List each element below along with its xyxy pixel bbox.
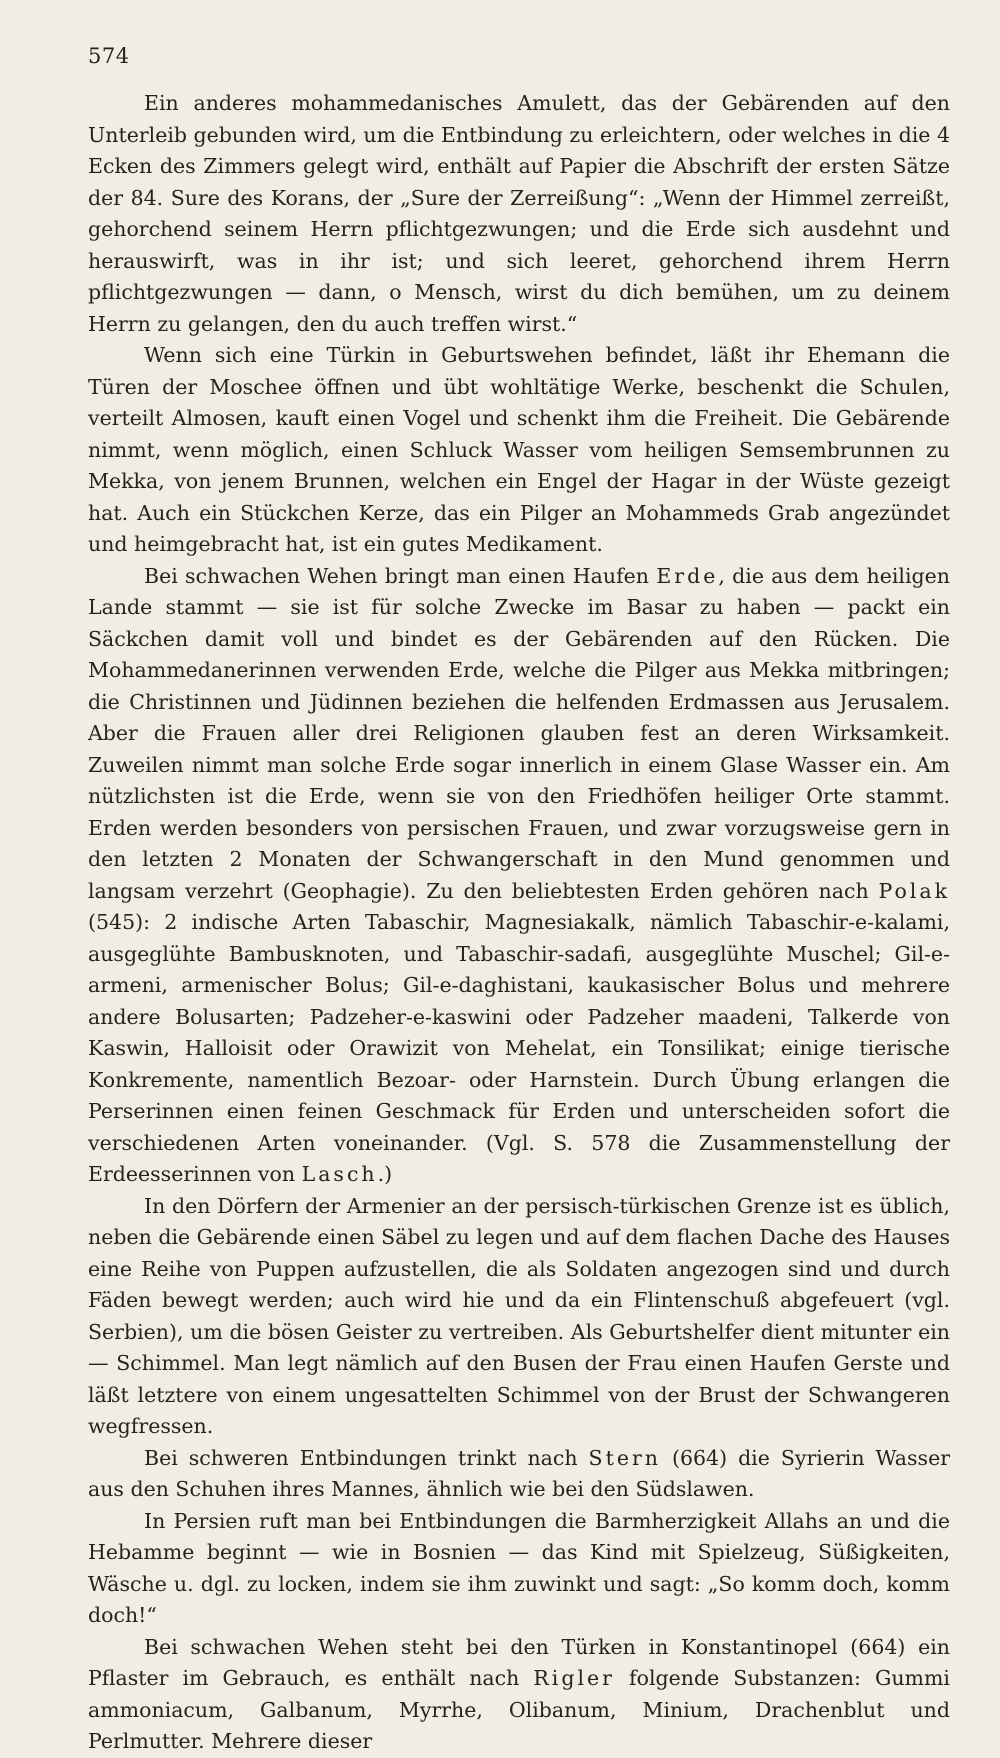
text-run: Ein anderes mohammedanisches Amulett, das der Gebärenden auf den Unterleib gebunden wird, um die Entbindung zu erleichtern, oder welches in die 4 Ecken des Zimmers gelegt wird, enthält auf Papier die Abschrift der ersten Sätze der 84. Sure des Korans, der „Sure der Zerreißung“: „Wenn der Himmel zerreißt, gehorchend seinem Herrn pflichtgezwungen; und die Erde sich ausdehnt und herauswirft, was in ihr ist; und sich leeret, gehorchend ihrem Herrn pflichtgezwungen — dann, o Mensch, wirst du dich bemühen, um zu deinem Herrn zu gelangen, den du auch treffen wirst.“ bbox=[88, 91, 950, 336]
text-run: , die aus dem heiligen Lande stammt — sie ist für solche Zwecke im Basar zu haben — packt ein Säckchen damit voll und bindet es der Gebärenden auf den Rücken. Die Mohammedanerinnen verwenden Erde, welche die Pilger aus Mekka mitbringen; die Christinnen und Jüdinnen beziehen die helfenden Erdmassen aus Jerusalem. Aber die Frauen aller drei Religionen glauben fest an deren Wirksamkeit. Zuweilen nimmt man solche Erde sogar innerlich in einem Glase Wasser ein. Am nützlichsten ist die Erde, wenn sie von den Friedhöfen heiliger Orte stammt. Erden werden besonders von persischen Frauen, und zwar vorzugsweise gern in den letzten 2 Monaten der Schwangerschaft in den Mund genommen und langsam verzehrt (Geophagie). Zu den beliebtesten Erden gehören nach bbox=[88, 563, 950, 903]
paragraph bbox=[88, 88, 950, 340]
text-run: In Persien ruft man bei Entbindungen die Barmherzigkeit Allahs an und die Hebamme beginnt — wie in Bosnien — das Kind mit Spielzeug, Süßigkeiten, Wäsche u. dgl. zu locken, indem sie ihm zuwinkt und sagt: „So komm doch, komm doch!“ bbox=[88, 1508, 950, 1627]
text-run: Bei schweren Entbindungen trinkt nach bbox=[144, 1445, 589, 1470]
paragraph bbox=[88, 1191, 950, 1443]
text-run: Wenn sich eine Türkin in Geburtswehen befindet, läßt ihr Ehemann die Türen der Moschee öffnen und übt wohltätige Werke, beschenkt die Schulen, verteilt Almosen, kauft einen Vogel und schenkt ihm die Freiheit. Die Gebärende nimmt, wenn möglich, einen Schluck Wasser vom heiligen Semsembrunnen zu Mekka, von jenem Brunnen, welchen ein Engel der Hagar in der Wüste gezeigt hat. Auch ein Stückchen Kerze, das ein Pilger an Mohammeds Grab angezündet und heimgebracht hat, ist ein gutes Medikament. bbox=[88, 343, 950, 556]
paragraph bbox=[88, 561, 950, 1191]
text-run: (664) die Syrierin Wasser aus den Schuhen ihres Mannes, ähnlich wie bei den Südslawen. bbox=[88, 1445, 950, 1501]
spaced-author-name: Polak bbox=[878, 878, 950, 903]
spaced-author-name: Erde bbox=[656, 563, 719, 588]
spaced-author-name: Lasch bbox=[301, 1162, 378, 1186]
text-run: Bei schwachen Wehen bringt man einen Haufen bbox=[144, 563, 657, 588]
paragraph bbox=[88, 340, 950, 561]
paragraph bbox=[88, 1443, 950, 1506]
text-run: (545): 2 indische Arten Tabaschir, Magnesiakalk, nämlich Tabaschir-e-kalami, ausgeglühte Bambusknoten, und Tabaschir-sadafi, ausgeglühte Muschel; Gil-e-armeni, armenischer Bolus; Gil-e-daghistani, kaukasischer Bolus und mehrere andere Bolusarten; Padzeher-e-kaswini oder Padzeher maadeni, Talkerde von Kaswin, Halloisit oder Orawizit von Mehelat, ein Tonsilikat; einige tierische Konkremente, namentlich Bezoar- oder Harnstein. Durch Übung erlangen die Perserinnen einen feinen Geschmack für Erden und unterscheiden sofort die verschiedenen Arten voneinander. (Vgl. S. 578 die Zusammenstellung der Erdeesserinnen von bbox=[88, 910, 950, 1186]
spaced-author-name: Stern bbox=[588, 1445, 661, 1470]
text-run: folgende Substanzen: Gummi ammoniacum, Galbanum, Myrrhe, Olibanum, Minium, Drachenblut und Perlmutter. Mehrere dieser bbox=[88, 1666, 950, 1753]
text-run: Bei schwachen Wehen steht bei den Türken in Konstantinopel (664) ein Pflaster im Gebrauch, es enthält nach bbox=[88, 1634, 950, 1690]
page-number: 574 bbox=[88, 44, 130, 68]
text-run: In den Dörfern der Armenier an der persisch-türkischen Grenze ist es üblich, neben die Gebärende einen Säbel zu legen und auf dem flachen Dache des Hauses eine Reihe von Puppen aufzustellen, die als Soldaten angezogen sind und durch Fäden bewegt werden; auch wird hie und da ein Flintenschuß abgefeuert (vgl. Serbien), um die bösen Geister zu vertreiben. Als Geburtshelfer dient mitunter ein — Schimmel. Man legt nämlich auf den Busen der Frau einen Haufen Gerste und läßt letztere von einem ungesattelten Schimmel von der Brust der Schwangeren wegfressen. bbox=[88, 1193, 950, 1438]
paragraph bbox=[88, 1506, 950, 1632]
text-run: .) bbox=[377, 1162, 393, 1186]
body-text bbox=[88, 88, 950, 1758]
paragraph bbox=[88, 1632, 950, 1758]
spaced-author-name: Rigler bbox=[533, 1666, 615, 1690]
